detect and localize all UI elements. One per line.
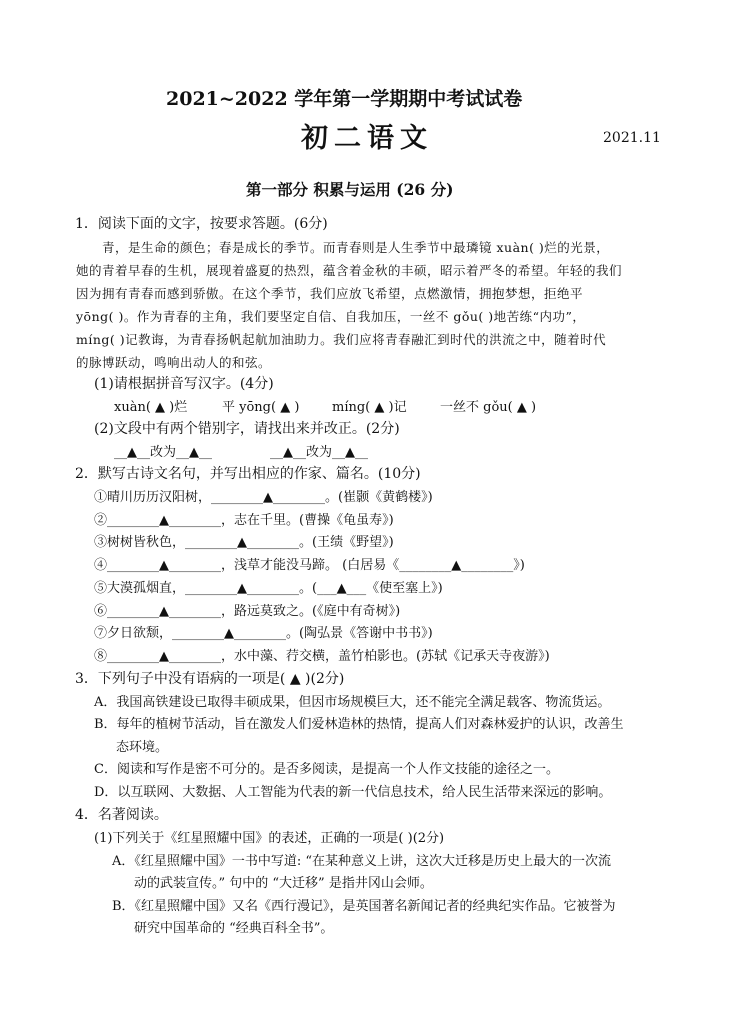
answer-blank[interactable]: xuàn( ▲ )烂	[114, 400, 188, 415]
part1-title: 第一部分 积累与运用 (26 分)	[246, 180, 454, 199]
q3-option-c[interactable]: C．阅读和写作是密不可分的。是否多阅读，是提高一个人作文技能的途径之一。	[94, 762, 559, 777]
q4-option-a[interactable]: A．《红星照耀中国》一书中写道: “在某种意义上讲，这次大迁移是历史上最大的一次流	[112, 854, 612, 869]
q2-item[interactable]: ①晴川历历汉阳树，________▲________。(崔颢《黄鹤楼》)	[94, 490, 433, 505]
answer-blank[interactable]: __▲__改为__▲__	[270, 445, 368, 460]
q2-item[interactable]: ③树树皆秋色，________▲________。(王绩《野望》)	[94, 535, 394, 550]
q2-item[interactable]: ⑦夕日欲颓，________▲________。(陶弘景《答谢中书书》)	[94, 626, 433, 641]
q3-option-a[interactable]: A．我国高铁建设已取得丰硕成果，但因市场规模巨大，还不能完全满足载客、物流货运。	[94, 695, 611, 710]
q4-option-b-cont: 研究中国革命的 “经典百科全书”。	[134, 921, 334, 936]
q1-passage-line: míng( )记教诲，为青春扬帆起航加油助力。我们应将青春融汇到时代的洪流之中，随着时代	[76, 332, 607, 347]
q4-option-b[interactable]: B．《红星照耀中国》又名《西行漫记》，是英国著名新闻记者的经典纪实作品。它被誉为	[112, 899, 616, 914]
q4-sub1-prompt: (1)下列关于《红星照耀中国》的表述，正确的一项是( )(2分)	[94, 831, 445, 846]
exam-title: 2021~2022 学年第一学期期中考试试卷	[166, 88, 523, 110]
q1-passage-line: 因为拥有青春而感到骄傲。在这个季节，我们应放飞希望，点燃激情，拥抱梦想，拒绝平	[76, 286, 584, 301]
answer-blank[interactable]: míng( ▲ )记	[332, 400, 407, 415]
subject-title: 初二语文	[301, 123, 433, 154]
q1-passage-line: yōng( )。作为青春的主角，我们要坚定自信、自我加压，一丝不 gǒu( )地苦练“内功”，	[76, 309, 586, 324]
q2-item[interactable]: ⑤大漠孤烟直，________▲________。(___▲___《使至塞上》)	[94, 581, 443, 596]
q1-passage-line: 她的青着早春的生机，展现着盛夏的热烈，蕴含着金秋的丰硕，昭示着严冬的希望。年轻的我们	[76, 263, 623, 278]
q1-sub1-prompt: (1)请根据拼音写汉字。(4分)	[94, 376, 274, 392]
q4-stem: 4．名著阅读。	[75, 807, 168, 823]
exam-date: 2021.11	[603, 130, 661, 146]
q3-option-d[interactable]: D．以互联网、大数据、人工智能为代表的新一代信息技术，给人民生活带来深远的影响。	[94, 785, 612, 800]
q3-stem: 3．下列句子中没有语病的一项是( ▲ )(2分)	[75, 671, 345, 687]
q2-item[interactable]: ②________▲________，志在千里。(曹操《龟虽寿》)	[94, 513, 394, 528]
q1-passage-line: 的脉博跃动，鸣响出动人的和弦。	[76, 355, 272, 370]
q1-sub2-prompt: (2)文段中有两个错别字，请找出来并改正。(2分)	[94, 421, 400, 437]
q1-stem: 1．阅读下面的文字，按要求答题。(6分)	[75, 216, 328, 232]
q2-stem: 2．默写古诗文名句，并写出相应的作家、篇名。(10分)	[75, 466, 421, 482]
q2-item[interactable]: ⑥________▲________，路远莫致之。(《庭中有奇树》)	[94, 604, 401, 619]
q1-passage-line: 青，是生命的颜色；春是成长的季节。而青春则是人生季节中最璘镜 xuàn( )烂的光景，	[102, 240, 610, 255]
q3-option-b-cont: 态环境。	[116, 740, 169, 755]
answer-blank[interactable]: 平 yōng( ▲ )	[222, 400, 300, 415]
q3-option-b[interactable]: B．每年的植树节活动，旨在激发人们爱林造林的热情，提高人们对森林爱护的认识，改善生	[94, 717, 624, 732]
q2-item[interactable]: ④________▲________，浅草才能没马蹄。 (白居易《________▲________》)	[94, 558, 525, 573]
q4-option-a-cont: 动的武装宣传。” 句中的 “大迁移” 是指井冈山会师。	[134, 876, 433, 891]
answer-blank[interactable]: __▲__改为__▲__	[114, 445, 212, 460]
answer-blank[interactable]: 一丝不 gǒu( ▲ )	[440, 400, 537, 415]
q2-item[interactable]: ⑧________▲________，水中藻、荇交横，盖竹柏影也。(苏轼《记承天寺夜游》)	[94, 649, 550, 664]
